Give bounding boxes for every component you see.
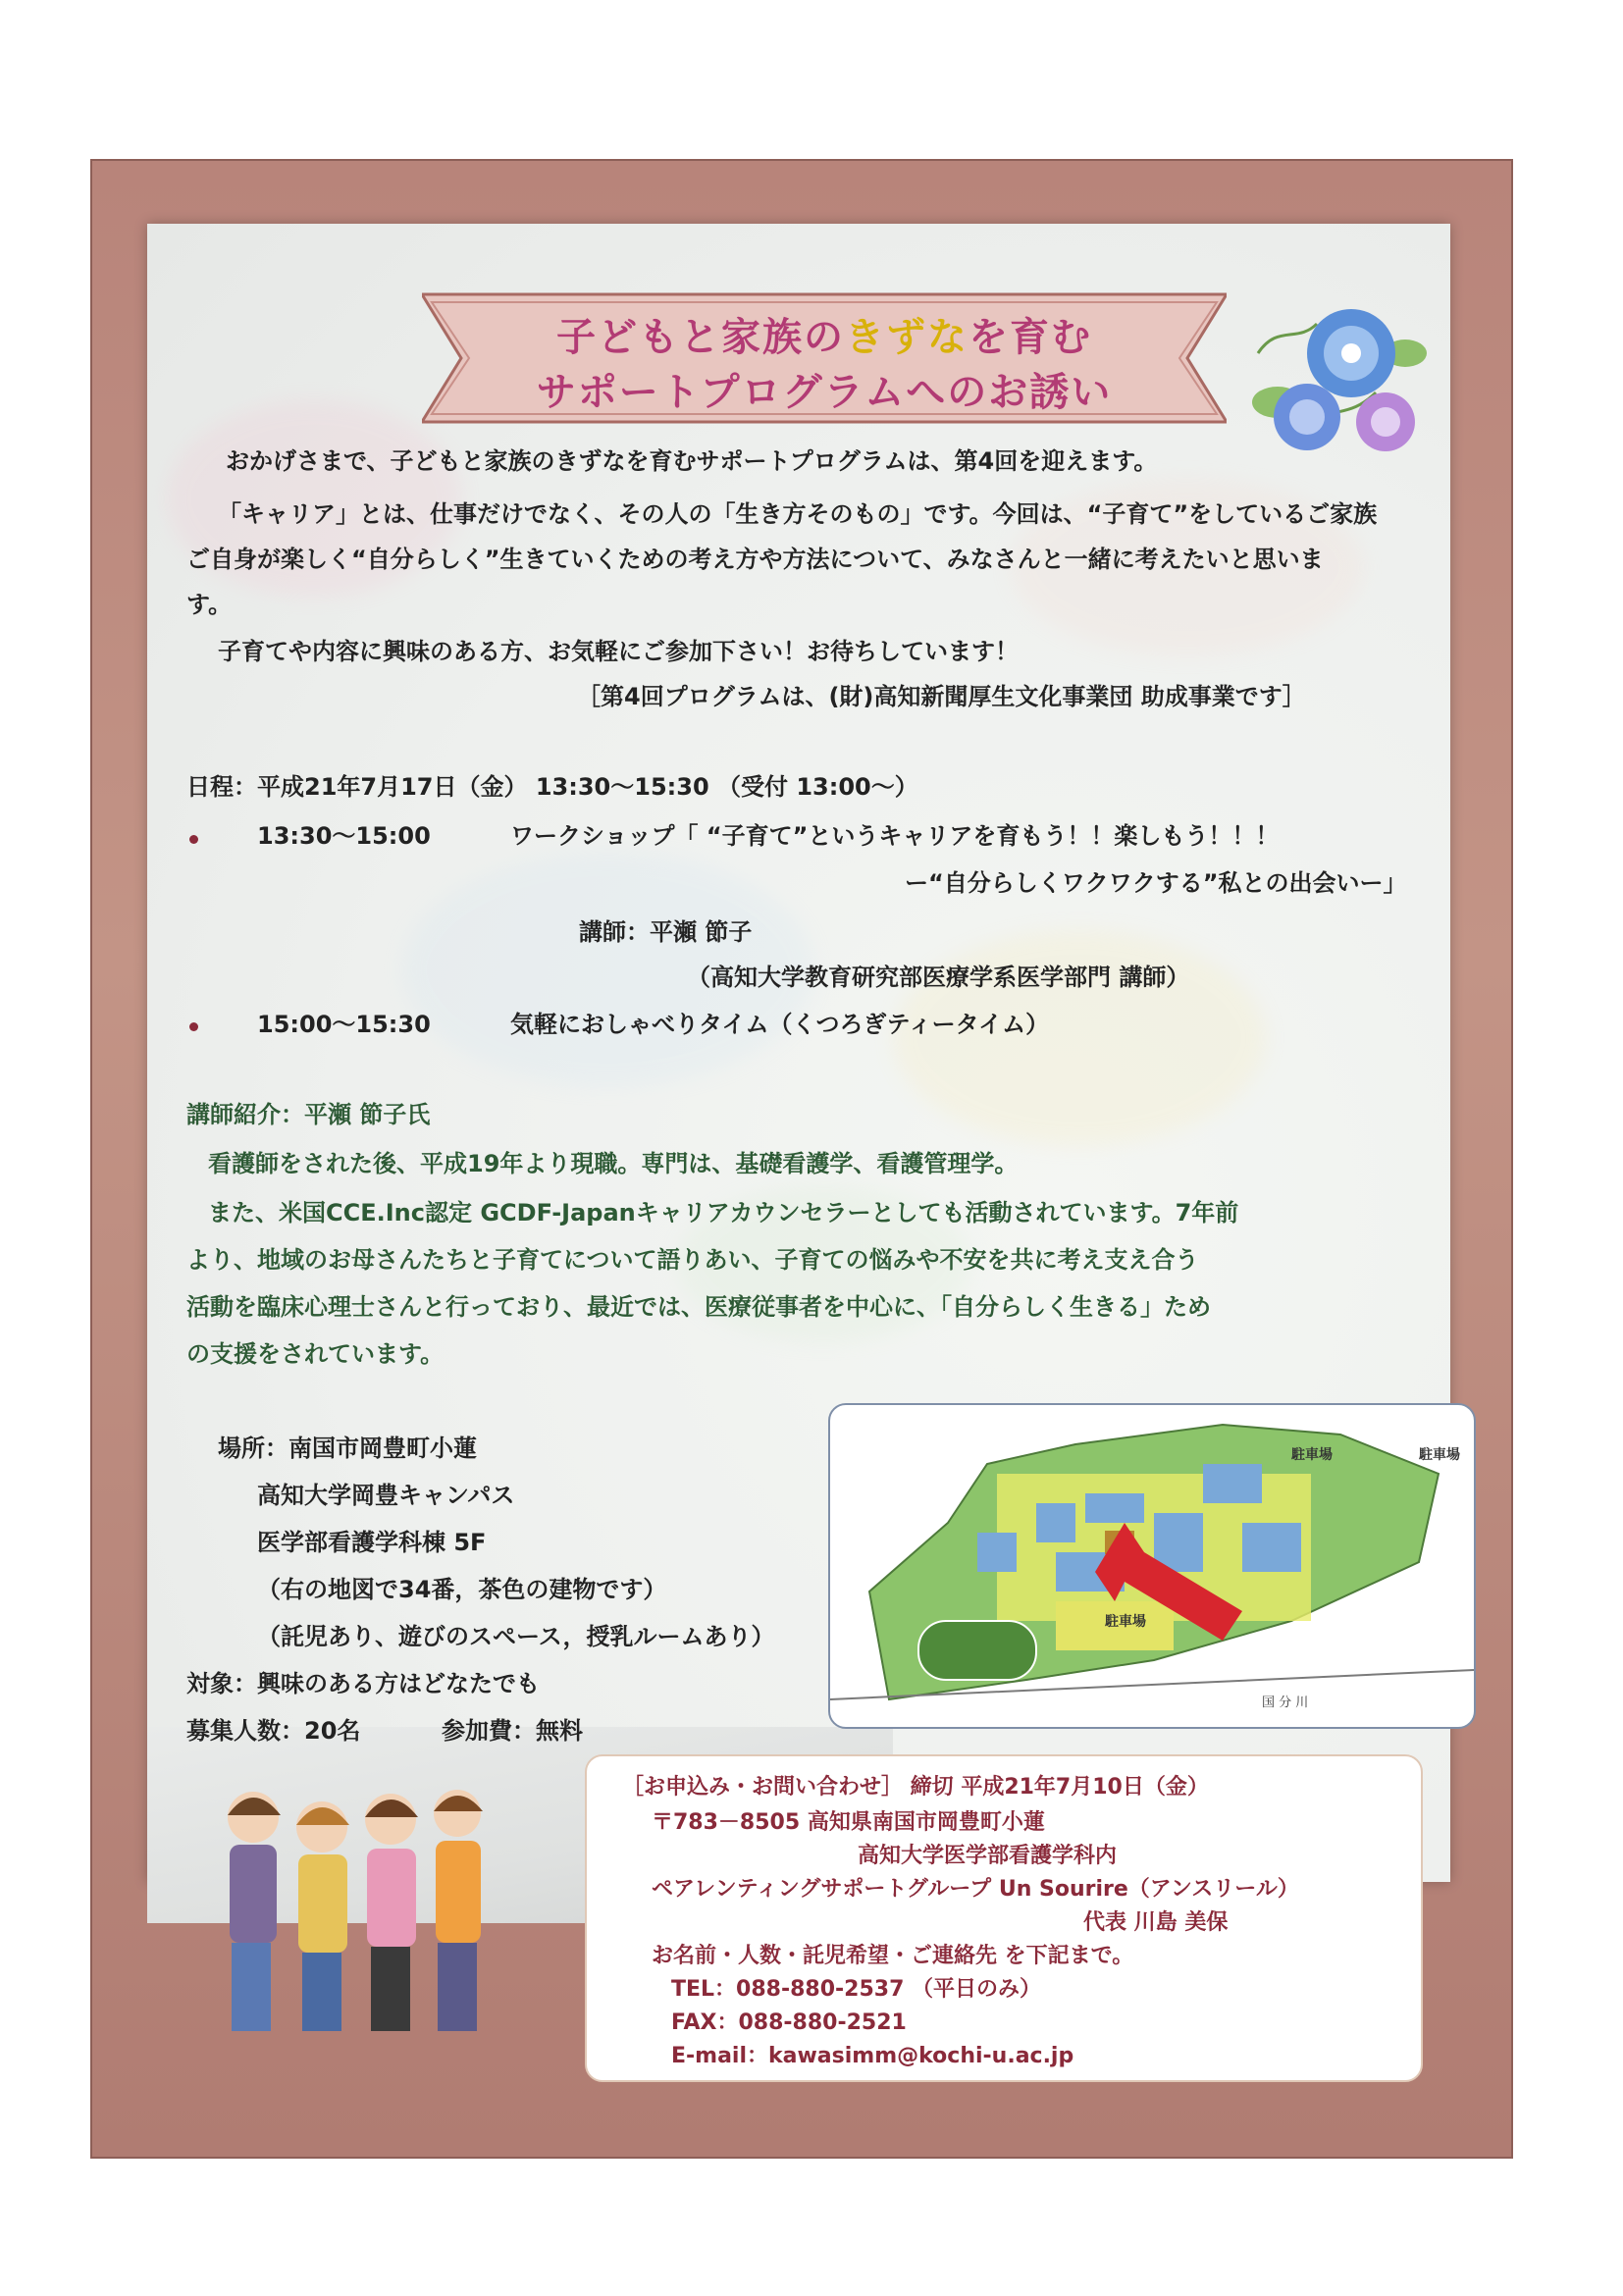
map-label-parking-1: 駐車場: [1291, 1447, 1333, 1463]
intro-paragraph-3: 子育てや内容に興味のある方、お気軽にご参加下さい！お待ちしています！: [218, 638, 1019, 665]
venue-note-1: （右の地図で34番，茶色の建物です）: [257, 1576, 667, 1603]
title-banner: [422, 285, 1227, 432]
grant-note: ［第4回プログラムは、(財)高知新聞厚生文化事業団 助成事業です］: [577, 683, 1306, 710]
profile-line-1: 看護師をされた後、平成19年より現職。専門は、基礎看護学、看護管理学。: [208, 1150, 1019, 1177]
contact-tel: TEL：088-880-2537 （平日のみ）: [671, 1977, 1042, 2002]
schedule-date: 日程：平成21年7月17日（金） 13:30～15:30 （受付 13:00～）: [186, 773, 918, 801]
session-2-time: 15:00～15:30: [257, 1011, 431, 1038]
campus-map: [828, 1403, 1476, 1729]
venue-note-2: （託児あり、遊びのスペース，授乳ルームあり）: [257, 1623, 775, 1650]
map-label-parking-3: 駐車場: [1105, 1614, 1146, 1630]
session-1-subtitle: ー“自分らしくワクワクする”私との出会いー」: [905, 869, 1407, 897]
capacity: 募集人数：20名: [186, 1717, 361, 1745]
title-line-1: 子どもと家族のきずなを育む: [556, 315, 1092, 360]
lecturer-name: 講師：平瀬 節子: [579, 918, 753, 946]
bullet-icon: [189, 1022, 198, 1031]
venue-place: 場所：南国市岡豊町小蓮: [218, 1435, 477, 1462]
intro-paragraph-2-line-3: す。: [186, 591, 233, 618]
title-line-2: サポートプログラムへのお誘い: [536, 370, 1113, 415]
contact-box: [585, 1754, 1423, 2082]
map-label-parking-2: 駐車場: [1419, 1447, 1460, 1463]
contact-representative: 代表 川島 美保: [1083, 1910, 1229, 1935]
contact-email[interactable]: E-mail：kawasimm@kochi-u.ac.jp: [671, 2044, 1074, 2068]
profile-line-3: より、地域のお母さんたちと子育てについて語りあい、子育ての悩みや不安を共に考え支え合う: [186, 1246, 1199, 1274]
profile-line-2: また、米国CCE.Inc認定 GCDF-Japanキャリアカウンセラーとしても活動されています。7年前: [208, 1199, 1239, 1226]
bullet-icon: [189, 835, 198, 844]
profile-line-5: の支援をされています。: [186, 1340, 445, 1368]
intro-paragraph-1: おかげさまで、子どもと家族のきずなを育むサポートプログラムは、第4回を迎えます。: [226, 447, 1158, 475]
venue-building: 医学部看護学科棟 5F: [257, 1529, 487, 1556]
mothers-illustration: [204, 1758, 498, 2053]
session-1-title: ワークショップ「 “子育て”というキャリアを育もう！！楽しもう！！！: [510, 822, 1280, 850]
contact-dept: 高知大学医学部看護学科内: [858, 1844, 1118, 1868]
map-label-river: 国 分 川: [1262, 1696, 1309, 1710]
session-2-title: 気軽におしゃべりタイム（くつろぎティータイム）: [510, 1011, 1050, 1038]
profile-line-4: 活動を臨床心理士さんと行っており、最近では、医療従事者を中心に、「自分らしく生きる」ため: [186, 1293, 1211, 1321]
lecturer-affiliation: （高知大学教育研究部医療学系医学部門 講師）: [687, 964, 1190, 991]
venue-campus: 高知大学岡豊キャンパス: [257, 1482, 515, 1509]
target-audience: 対象：興味のある方はどなたでも: [186, 1670, 540, 1697]
contact-group: ペアレンティングサポートグループ Un Sourire（アンスリール）: [652, 1877, 1299, 1902]
morning-glory-illustration: [1238, 285, 1435, 471]
contact-header: ［お申込み・お問い合わせ］ 締切 平成21年7月10日（金）: [622, 1775, 1209, 1800]
intro-paragraph-2-line-2: ご自身が楽しく“自分らしく”生きていくための考え方や方法について、みなさんと一緒に考えたいと思いま: [186, 546, 1324, 573]
session-1-time: 13:30～15:00: [257, 822, 431, 850]
fee: 参加費：無料: [442, 1717, 583, 1745]
intro-paragraph-2-line-1: 「キャリア」とは、仕事だけでなく、その人の「生き方そのもの」です。今回は、“子育て”をしているご家族: [218, 500, 1378, 528]
contact-fax: FAX：088-880-2521: [671, 2010, 907, 2035]
profile-heading: 講師紹介：平瀬 節子氏: [186, 1101, 431, 1128]
contact-instructions: お名前・人数・託児希望・ご連絡先 を下記まで。: [652, 1944, 1134, 1968]
contact-postal: 〒783－8505 高知県南国市岡豊町小蓮: [652, 1810, 1045, 1835]
